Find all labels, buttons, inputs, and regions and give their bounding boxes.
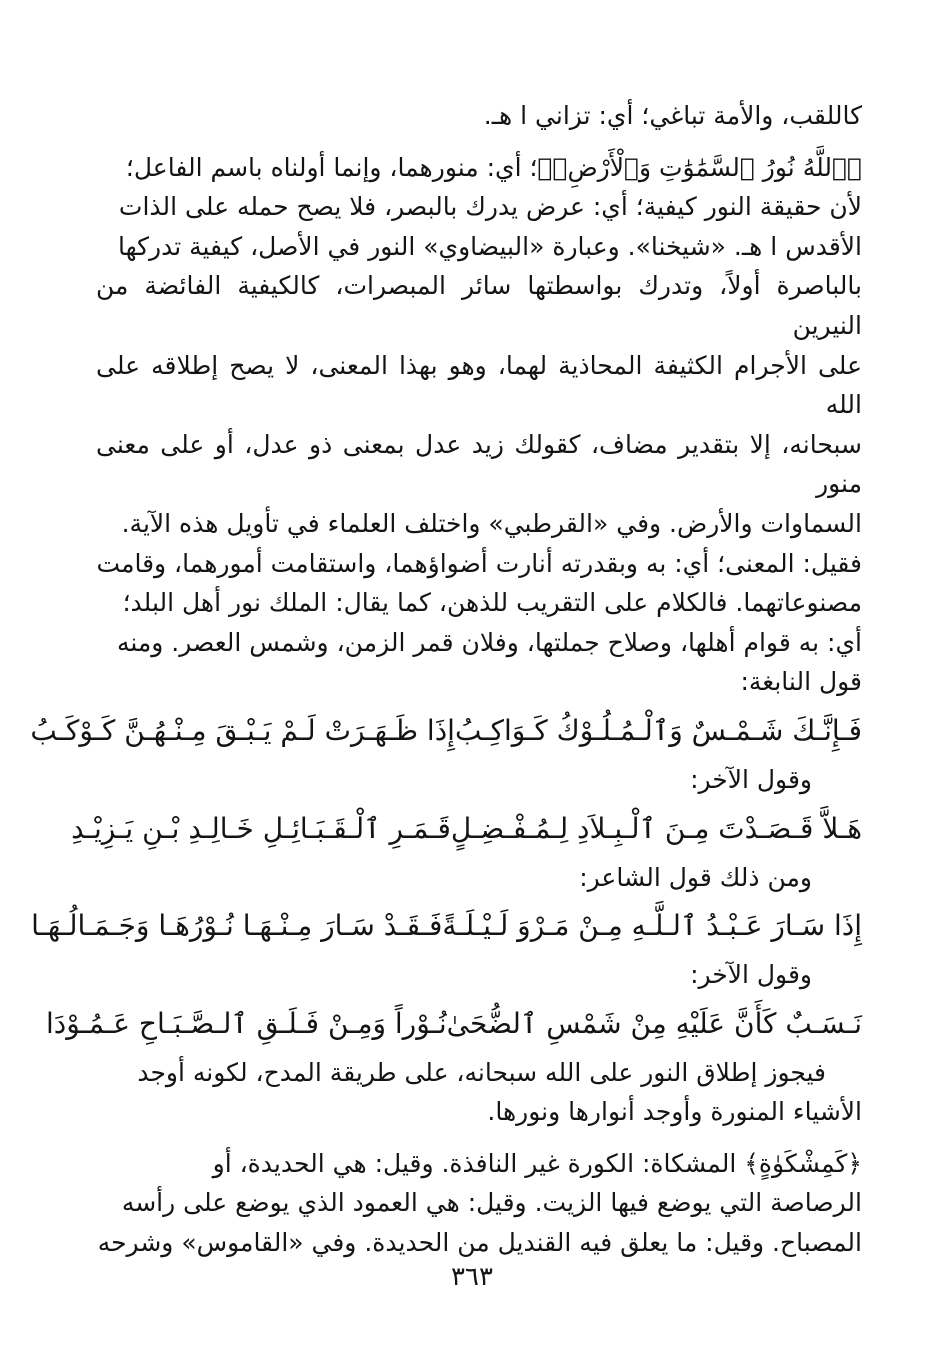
text-line: فقيل: المعنى؛ أي: به وبقدرته أنارت أضواؤهما، واستقامت أمورهما، وقامت <box>96 548 862 578</box>
verse-intro: ومن ذلك قول الشاعر: <box>579 862 812 892</box>
text-line: الأقدس ا هـ. «شيخنا». وعبارة «البيضاوي» النور في الأصل، كيفية تدركها <box>117 231 862 261</box>
text-line: لأن حقيقة النور كيفية؛ أي: عرض يدرك بالبصر، فلا يصح حمله على الذات <box>118 192 862 222</box>
verse-second-hemistich: فَـقَـدْ سَـارَ مِـنْـهَـا نُـوْرُهَـا وَجَـمَـالُـهَـا <box>31 909 443 943</box>
verse-intro: وقول الآخر: <box>690 764 812 794</box>
text-line: الرصاصة التي يوضع فيها الزيت. وقيل: هي العمود الذي يوضع على رأسه <box>121 1188 862 1218</box>
verse-intro: وقول الآخر: <box>690 960 812 990</box>
verse-first-hemistich: فَـإِنَّـكَ شَـمْـسٌ وَٱلْـمُـلُـوْكُ كَـوَاكِـبُ <box>454 713 862 747</box>
paragraph-mishkat <box>96 1144 862 1263</box>
verse-second-hemistich: إِذَا ظَـهَـرَتْ لَـمْ يَـبْـقَ مِـنْـهُـنَّ كَـوْكَـبُ <box>30 713 455 747</box>
poem-verse <box>30 702 862 760</box>
text-line: ﴿كَمِشْكَوٰةٍ﴾ المشكاة: الكورة غير النافذة. وقيل: هي الحديدة، أو <box>212 1148 862 1178</box>
poem-verse <box>71 800 862 858</box>
poem-verse <box>31 897 862 955</box>
text-line: الأشياء المنورة وأوجد أنوارها ونورها. <box>487 1097 862 1127</box>
paragraph-conclusion <box>96 1053 862 1132</box>
paragraph-nur <box>96 148 862 702</box>
text-line: أي: به قوام أهلها، وصلاح جملتها، وفلان قمر الزمن، وشمس العصر. ومنه <box>116 627 862 657</box>
poem-verse <box>45 995 862 1053</box>
text-line: بالباصرة أولاً، وتدرك بواسطتها سائر المبصرات، كالكيفية الفائضة من النيرين <box>96 271 862 340</box>
text-line: السماوات والأرض. وفي «القرطبي» واختلف العلماء في تأويل هذه الآية. <box>121 508 862 538</box>
text-line: على الأجرام الكثيفة المحاذية لهما، وهو بهذا المعنى، لا يصح إطلاقه على الله <box>96 350 862 420</box>
page-number: ٣٦٣ <box>451 1262 493 1292</box>
verse-second-hemistich: نُـوْراً وَمِـنْ فَـلَـقِ ٱلـصَّـبَـاحِ عَـمُـوْدَا <box>45 1006 447 1040</box>
text-line: مصنوعاتهما. فالكلام على التقريب للذهن، كما يقال: الملك نور أهل البلد؛ <box>122 588 862 618</box>
verse-first-hemistich: إِذَا سَـارَ عَـبْـدُ ٱلـلَّـهِ مِـنْ مَـرْوَ لَـيْـلَـةً <box>442 909 862 943</box>
verse-first-hemistich: نَـسَـبٌ كَأَنَّ عَلَيْهِ مِنْ شَمْسِ ٱلضُّحَىٰ <box>446 1006 862 1040</box>
paragraph-opening <box>96 96 862 136</box>
verse-second-hemistich: قَـمَـرِ ٱلْـقَـبَـائِـلِ خَـالِـدِ بْـنِ يَـزِيْـدِ <box>71 811 451 845</box>
text-line: كاللقب، والأمة تباغي؛ أي: تزاني ا هـ. <box>483 101 862 130</box>
text-line: ﴿ٱللَّهُ نُورُ ٱلسَّمَٰوَٰتِ وَٱلْأَرْضِۚ﴾؛ أي: منورهما، وإنما أولناه باسم الفاعل؛ <box>125 152 862 182</box>
text-line: قول النابغة: <box>740 667 862 697</box>
text-line: المصباح. وقيل: ما يعلق فيه القنديل من الحديدة. وفي «القاموس» وشرحه <box>97 1228 862 1258</box>
text-line: فيجوز إطلاق النور على الله سبحانه، على طريقة المدح، لكونه أوجد <box>137 1057 826 1087</box>
verse-first-hemistich: هَـلاَّ قَـصَـدْتَ مِـنَ ٱلْـبِـلاَدِ لِـمُـفْـضِـلٍ <box>450 811 862 845</box>
text-line: سبحانه، إلا بتقدير مضاف، كقولك زيد عدل بمعنى ذو عدل، أو على معنى منور <box>96 429 862 499</box>
